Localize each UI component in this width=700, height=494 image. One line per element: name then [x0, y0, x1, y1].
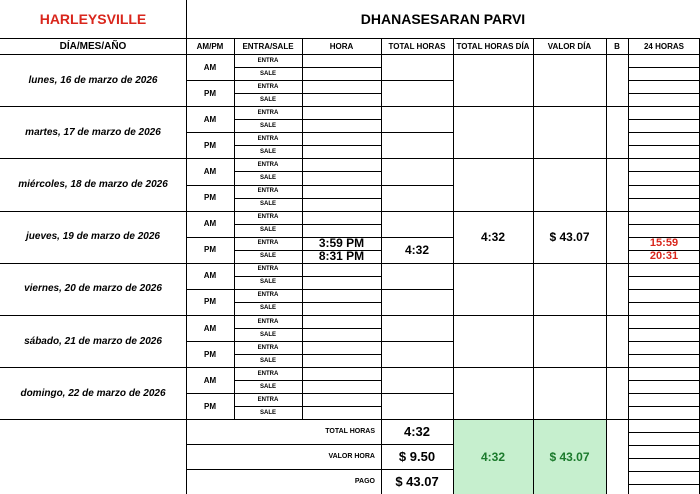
- hora-cell[interactable]: [302, 211, 381, 224]
- header-b[interactable]: B: [614, 41, 620, 51]
- pm-total-horas[interactable]: [381, 289, 453, 315]
- h24-cell[interactable]: [628, 263, 700, 276]
- sale-label[interactable]: SALE: [259, 174, 276, 181]
- grid-line: [628, 341, 700, 342]
- sale-label[interactable]: SALE: [259, 383, 276, 390]
- valor-dia[interactable]: [533, 367, 606, 419]
- h24-cell[interactable]: [628, 276, 700, 289]
- sale-label[interactable]: SALE: [259, 279, 276, 286]
- pm-label[interactable]: PM: [204, 140, 216, 150]
- sale-label[interactable]: SALE: [259, 122, 276, 129]
- grid-line: [628, 132, 700, 133]
- sale-label[interactable]: SALE: [259, 96, 276, 103]
- valor-dia[interactable]: [533, 158, 606, 210]
- h24-cell[interactable]: [628, 380, 700, 393]
- grid-line: [234, 171, 381, 172]
- grid-line: [234, 289, 381, 290]
- b-cell[interactable]: [606, 263, 628, 315]
- hora-cell[interactable]: [302, 289, 381, 302]
- grid-line: [0, 38, 700, 39]
- grid-line: [0, 54, 700, 55]
- grid-line: [628, 93, 700, 94]
- am-total-horas[interactable]: [381, 211, 453, 237]
- sale-label[interactable]: SALE: [259, 331, 276, 338]
- hora-cell[interactable]: [302, 171, 381, 184]
- sale-label[interactable]: SALE: [259, 227, 276, 234]
- grid-line: [381, 341, 453, 342]
- company-name[interactable]: HARLEYSVILLE: [39, 11, 147, 27]
- h24-cell[interactable]: [628, 67, 700, 80]
- hora-cell[interactable]: [302, 80, 381, 93]
- grid-line: [628, 250, 700, 251]
- grid-line: [234, 250, 381, 251]
- hora-cell[interactable]: [302, 132, 381, 145]
- hora-cell[interactable]: [302, 67, 381, 80]
- hora-cell[interactable]: [302, 393, 381, 406]
- grid-line: [234, 145, 381, 146]
- pm-total-horas[interactable]: 4:32: [404, 242, 430, 257]
- entra-label[interactable]: ENTRA: [257, 57, 279, 64]
- grid-line: [381, 80, 453, 81]
- header-ampm[interactable]: AM/PM: [196, 41, 224, 51]
- am-total-horas[interactable]: [381, 54, 453, 80]
- h24-cell[interactable]: [628, 119, 700, 132]
- sale-label[interactable]: SALE: [259, 253, 276, 260]
- h24-cell[interactable]: [628, 93, 700, 106]
- grid-line: [234, 380, 381, 381]
- grid-line: [628, 198, 700, 199]
- grid-line: [628, 67, 700, 68]
- sale-label[interactable]: SALE: [259, 201, 276, 208]
- grid-line: [628, 119, 700, 120]
- b-cell[interactable]: [606, 106, 628, 158]
- grid-line: [628, 171, 700, 172]
- header-24h[interactable]: 24 HORAS: [643, 41, 684, 51]
- am-label[interactable]: AM: [203, 271, 217, 281]
- h24-cell[interactable]: [628, 132, 700, 145]
- h24-cell[interactable]: [628, 224, 700, 237]
- grid-line: [628, 289, 700, 290]
- grid-line: [234, 406, 381, 407]
- grid-line: [628, 484, 700, 485]
- grid-line: [628, 471, 700, 472]
- summary-pago-label[interactable]: PAGO: [354, 478, 375, 485]
- day-date[interactable]: sábado, 21 de marzo de 2026: [24, 335, 162, 347]
- grid-line: [186, 0, 187, 494]
- b-cell[interactable]: [606, 211, 628, 263]
- grid-line: [381, 38, 382, 494]
- grid-line: [628, 432, 700, 433]
- b-cell[interactable]: [606, 158, 628, 210]
- header-io[interactable]: ENTRA/SALE: [242, 41, 294, 51]
- grid-line: [186, 80, 234, 81]
- h24-cell[interactable]: [628, 315, 700, 328]
- summary-total-horas-label[interactable]: TOTAL HORAS: [325, 428, 375, 436]
- pm-total-horas[interactable]: [381, 80, 453, 106]
- grid-line: [628, 38, 629, 494]
- hora-cell[interactable]: [302, 198, 381, 211]
- sale-label[interactable]: SALE: [259, 305, 276, 312]
- grid-line: [381, 185, 453, 186]
- h24-cell[interactable]: [628, 80, 700, 93]
- h24-cell[interactable]: [628, 328, 700, 341]
- header-date[interactable]: DÍA/MES/AÑO: [59, 40, 127, 52]
- valor-dia[interactable]: [533, 106, 606, 158]
- pm-label[interactable]: PM: [204, 349, 216, 359]
- valor-dia[interactable]: [533, 315, 606, 367]
- total-horas-dia[interactable]: [453, 367, 533, 419]
- grid-line: [628, 354, 700, 355]
- entra-label[interactable]: ENTRA: [257, 318, 279, 325]
- pm-total-horas[interactable]: [381, 341, 453, 367]
- grid-line: [628, 458, 700, 459]
- pm-label[interactable]: PM: [204, 401, 216, 411]
- pm-label[interactable]: PM: [204, 88, 216, 98]
- grid-line: [628, 445, 700, 446]
- grid-line: [234, 185, 381, 186]
- grid-line: [186, 393, 234, 394]
- am-label[interactable]: AM: [203, 375, 217, 385]
- grid-line: [186, 237, 234, 238]
- hora-cell[interactable]: 8:31 PM: [318, 249, 365, 263]
- hora-cell[interactable]: [302, 224, 381, 237]
- b-cell[interactable]: [606, 54, 628, 106]
- header-total-horas[interactable]: TOTAL HORAS: [388, 41, 446, 51]
- h24-cell[interactable]: [628, 198, 700, 211]
- pm-label[interactable]: PM: [204, 245, 216, 255]
- summary-pago[interactable]: $ 43.07: [395, 474, 439, 489]
- grid-line: [234, 38, 235, 419]
- am-total-horas[interactable]: [381, 367, 453, 393]
- am-label[interactable]: AM: [203, 323, 217, 333]
- h24-cell[interactable]: 15:59: [649, 237, 679, 250]
- h24-cell[interactable]: [628, 341, 700, 354]
- hora-cell[interactable]: 3:59 PM: [318, 236, 365, 250]
- day-date[interactable]: jueves, 19 de marzo de 2026: [26, 231, 160, 243]
- summary-total-horas[interactable]: 4:32: [403, 424, 431, 440]
- h24-cell[interactable]: [628, 145, 700, 158]
- grid-line: [628, 145, 700, 146]
- hora-cell[interactable]: [302, 367, 381, 380]
- grid-line: [628, 406, 700, 407]
- am-label[interactable]: AM: [203, 114, 217, 124]
- grid-line: [234, 276, 381, 277]
- grid-line: [186, 444, 453, 445]
- grid-line: [606, 38, 607, 494]
- pm-label[interactable]: PM: [204, 193, 216, 203]
- header-hora[interactable]: HORA: [329, 41, 354, 51]
- am-total-horas[interactable]: [381, 315, 453, 341]
- hora-cell[interactable]: [302, 93, 381, 106]
- hora-cell[interactable]: [302, 302, 381, 315]
- grid-line: [381, 237, 453, 238]
- grid-line: [628, 328, 700, 329]
- am-label[interactable]: AM: [203, 62, 217, 72]
- worker-name[interactable]: DHANASESARAN PARVI: [360, 11, 526, 27]
- grid-line: [234, 198, 381, 199]
- total-horas-dia[interactable]: [453, 106, 533, 158]
- grid-line: [628, 380, 700, 381]
- summary-valor-hora-label[interactable]: VALOR HORA: [328, 453, 375, 460]
- h24-cell[interactable]: [628, 185, 700, 198]
- grid-line: [234, 393, 381, 394]
- grid-line: [234, 328, 381, 329]
- sale-label[interactable]: SALE: [259, 409, 276, 416]
- hora-cell[interactable]: [302, 380, 381, 393]
- h24-cell[interactable]: [628, 106, 700, 119]
- hora-cell[interactable]: [302, 354, 381, 367]
- grid-line: [186, 469, 453, 470]
- header-valor-dia[interactable]: VALOR DÍA: [547, 41, 592, 51]
- h24-cell[interactable]: [628, 354, 700, 367]
- h24-cell[interactable]: [628, 54, 700, 67]
- grid-line: [234, 237, 381, 238]
- day-date[interactable]: lunes, 16 de marzo de 2026: [28, 74, 158, 86]
- grid-line: [234, 80, 381, 81]
- day-date[interactable]: viernes, 20 de marzo de 2026: [24, 283, 162, 295]
- entra-label[interactable]: ENTRA: [257, 370, 279, 377]
- hora-cell[interactable]: [302, 276, 381, 289]
- total-horas-dia[interactable]: [453, 54, 533, 106]
- summary-b-cell[interactable]: [606, 419, 628, 494]
- grid-line: [234, 132, 381, 133]
- am-total-horas[interactable]: [381, 263, 453, 289]
- hora-cell[interactable]: [302, 119, 381, 132]
- hora-cell[interactable]: [302, 145, 381, 158]
- grid-line: [234, 67, 381, 68]
- grid-line: [628, 80, 700, 81]
- hora-cell[interactable]: [302, 185, 381, 198]
- entra-label[interactable]: ENTRA: [257, 109, 279, 116]
- entra-label[interactable]: ENTRA: [257, 266, 279, 273]
- grid-line: [234, 93, 381, 94]
- grid-line: [186, 185, 234, 186]
- am-label[interactable]: AM: [203, 219, 217, 229]
- total-horas-dia[interactable]: [453, 158, 533, 210]
- sale-label[interactable]: SALE: [259, 357, 276, 364]
- entra-label[interactable]: ENTRA: [257, 161, 279, 168]
- hora-cell[interactable]: [302, 341, 381, 354]
- hora-cell[interactable]: [302, 263, 381, 276]
- grid-line: [628, 302, 700, 303]
- am-label[interactable]: AM: [203, 166, 217, 176]
- grid-line: [234, 341, 381, 342]
- total-horas-dia[interactable]: 4:32: [480, 229, 506, 244]
- pm-total-horas[interactable]: [381, 185, 453, 211]
- total-horas-dia[interactable]: [453, 315, 533, 367]
- entra-label[interactable]: ENTRA: [257, 83, 279, 90]
- h24-cell[interactable]: 20:31: [649, 250, 679, 263]
- grid-line: [628, 393, 700, 394]
- entra-label[interactable]: ENTRA: [257, 396, 279, 403]
- summary-valor-hora[interactable]: $ 9.50: [398, 449, 436, 464]
- grid-line: [628, 237, 700, 238]
- hora-cell[interactable]: [302, 54, 381, 67]
- day-date[interactable]: miércoles, 18 de marzo de 2026: [18, 178, 168, 190]
- am-total-horas[interactable]: [381, 106, 453, 132]
- pm-total-horas[interactable]: [381, 132, 453, 158]
- grid-line: [381, 393, 453, 394]
- entra-label[interactable]: ENTRA: [257, 240, 279, 247]
- h24-cell[interactable]: [628, 302, 700, 315]
- h24-cell[interactable]: [628, 367, 700, 380]
- day-date[interactable]: domingo, 22 de marzo de 2026: [20, 387, 166, 399]
- total-horas-dia[interactable]: [453, 263, 533, 315]
- grid-line: [186, 341, 234, 342]
- header-total-dia[interactable]: TOTAL HORAS DÍA: [456, 41, 530, 51]
- summary-valor-dia[interactable]: $ 43.07: [549, 449, 590, 464]
- grid-line: [234, 354, 381, 355]
- entra-label[interactable]: ENTRA: [257, 292, 279, 299]
- hora-cell[interactable]: [302, 158, 381, 171]
- entra-label[interactable]: ENTRA: [257, 135, 279, 142]
- grid-line: [186, 132, 234, 133]
- grid-line: [533, 38, 534, 494]
- h24-cell[interactable]: [628, 393, 700, 406]
- h24-cell[interactable]: [628, 171, 700, 184]
- hora-cell[interactable]: [302, 328, 381, 341]
- b-cell[interactable]: [606, 367, 628, 419]
- h24-cell[interactable]: [628, 406, 700, 419]
- valor-dia[interactable]: $ 43.07: [549, 229, 590, 244]
- valor-dia[interactable]: [533, 263, 606, 315]
- entra-label[interactable]: ENTRA: [257, 188, 279, 195]
- h24-cell[interactable]: [628, 289, 700, 302]
- hora-cell[interactable]: [302, 406, 381, 419]
- h24-cell[interactable]: [628, 211, 700, 224]
- grid-line: [453, 38, 454, 494]
- grid-line: [628, 185, 700, 186]
- grid-line: [234, 224, 381, 225]
- h24-cell[interactable]: [628, 158, 700, 171]
- day-date[interactable]: martes, 17 de marzo de 2026: [25, 126, 161, 138]
- grid-line: [234, 119, 381, 120]
- grid-line: [381, 289, 453, 290]
- grid-line: [186, 289, 234, 290]
- grid-line: [628, 224, 700, 225]
- sale-label[interactable]: SALE: [259, 70, 276, 77]
- summary-total-dia[interactable]: 4:32: [480, 449, 506, 464]
- hora-cell[interactable]: [302, 315, 381, 328]
- pm-total-horas[interactable]: [381, 393, 453, 419]
- valor-dia[interactable]: [533, 54, 606, 106]
- sale-label[interactable]: SALE: [259, 148, 276, 155]
- hora-cell[interactable]: [302, 106, 381, 119]
- am-total-horas[interactable]: [381, 158, 453, 184]
- b-cell[interactable]: [606, 315, 628, 367]
- entra-label[interactable]: ENTRA: [257, 344, 279, 351]
- grid-line: [381, 132, 453, 133]
- pm-label[interactable]: PM: [204, 297, 216, 307]
- grid-line: [628, 276, 700, 277]
- grid-line: [302, 38, 303, 419]
- grid-line: [234, 302, 381, 303]
- entra-label[interactable]: ENTRA: [257, 214, 279, 221]
